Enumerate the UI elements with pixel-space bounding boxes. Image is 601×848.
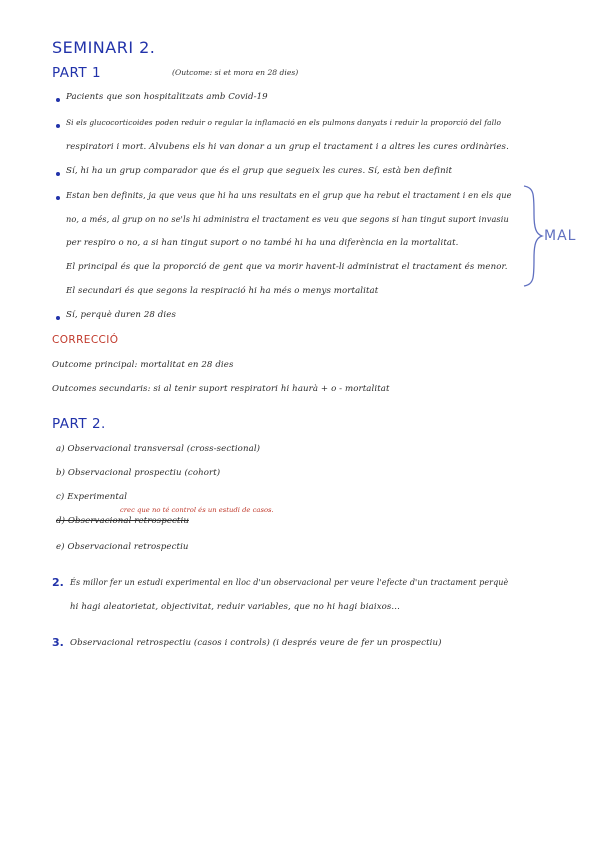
q2-line-1: És millor fer un estudi experimental en lloc d'un observacional per veure l'efecte d'un tractament perquè — [70, 578, 509, 587]
part1-bullet-2: Si els glucocorticoides poden reduir o regular la inflamació en els pulmons danyats i reduir la proporció del fallo — [66, 118, 502, 127]
q3-line-1: Observacional retrospectiu (casos i controls) (i després veure de fer un prospectiu) — [70, 638, 442, 648]
bullet-dot — [56, 316, 60, 320]
part1-extra-1: El principal és que la proporció de gent que va morir havent-li administrat el tractament és menor. — [66, 262, 508, 272]
correccio-line-1: Outcome principal: mortalitat en 28 dies — [52, 360, 234, 370]
part1-bullet-5: Sí, perquè duren 28 dies — [66, 310, 176, 320]
part2-item-b: b) Observacional prospectiu (cohort) — [56, 468, 221, 478]
part1-bullet-1: Pacients que son hospitalitzats amb Covid-19 — [66, 92, 268, 102]
bullet-dot — [56, 196, 60, 200]
part2-heading: PART 2. — [52, 416, 106, 432]
bullet-dot — [56, 172, 60, 176]
q3-number: 3. — [52, 636, 64, 649]
part2-item-d-text: d) Observacional retrospectiu — [56, 516, 189, 526]
part1-bullet-4-cont1: no, a més, al grup on no se'ls hi administra el tractament es veu que segons si han tingut suport invasiu — [66, 214, 509, 224]
part1-bullet-2-cont: respiratori i mort. Alvubens els hi van donar a un grup el tractament i a altres les cures ordinàries. — [66, 142, 509, 152]
part2-item-d — [56, 516, 189, 526]
part1-extra-2: El secundari és que segons la respiració hi ha més o menys mortalitat — [66, 286, 379, 296]
part1-bullet-3: Sí, hi ha un grup comparador que és el grup que segueix les cures. Sí, està ben definit — [66, 166, 453, 176]
bullet-dot — [56, 124, 60, 128]
part2-item-e: e) Observacional retrospectiu — [56, 542, 189, 552]
correccio-heading: CORRECCIÓ — [52, 334, 119, 346]
curly-brace-icon — [520, 184, 544, 288]
part2-item-a: a) Observacional transversal (cross-sectional) — [56, 444, 261, 454]
part1-bullet-4-cont2: per respiro o no, a si han tingut suport o no també hi ha una diferència en la mortalitat. — [66, 238, 459, 248]
part2-item-c: c) Experimental — [56, 492, 128, 502]
part1-bullet-4: Estan ben definits, ja que veus que hi ha uns resultats en el grup que ha rebut el tractament i en els que — [66, 190, 512, 200]
bullet-dot — [56, 98, 60, 102]
part2-item-d-correction: crec que no té control és un estudi de casos. — [120, 506, 274, 514]
part1-heading: PART 1 — [52, 65, 102, 81]
page-title: SEMINARI 2. — [52, 38, 156, 57]
q2-line-2: hi hagi aleatorietat, objectivitat, reduir variables, que no hi hagi biaixos... — [70, 602, 400, 612]
mal-annotation: MAL — [544, 228, 577, 244]
q2-number: 2. — [52, 576, 64, 589]
correccio-line-2: Outcomes secundaris: si al tenir suport respiratori hi haurà + o - mortalitat — [52, 384, 390, 394]
outcome-note: (Outcome: si et mora en 28 dies) — [172, 68, 299, 77]
